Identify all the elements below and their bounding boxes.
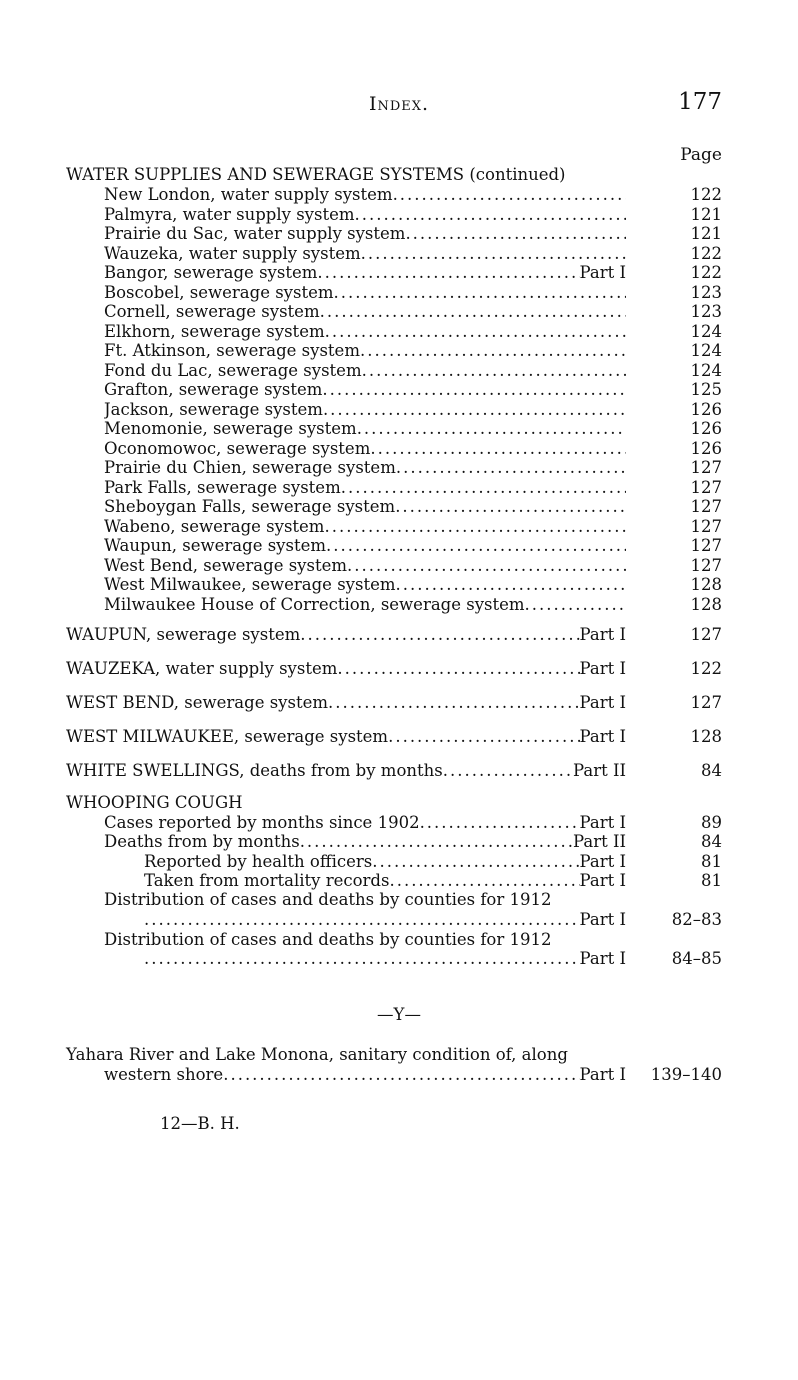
water-supplies-entry-row — [104, 595, 626, 615]
water-supplies-entry-page: 124 — [690, 341, 722, 360]
water-supplies-entry-page: 123 — [690, 302, 722, 321]
water-supplies-entry — [104, 458, 626, 478]
index-entry-row — [66, 625, 626, 645]
index-entry — [66, 625, 626, 645]
water-supplies-entry-row — [104, 322, 626, 342]
water-supplies-entry-leader — [405, 224, 626, 244]
water-supplies-entry-page: 126 — [690, 399, 722, 419]
whooping-cough-reported-part: Part I — [579, 852, 626, 871]
index-entry-part: Part I — [579, 625, 626, 644]
water-supplies-entry — [104, 517, 626, 537]
index-entry-leader — [337, 659, 579, 679]
water-supplies-entry-text: West Milwaukee, sewerage system — [104, 575, 396, 594]
whooping-cough-taken — [144, 871, 626, 891]
water-supplies-entry-row — [104, 263, 626, 283]
index-entry-page: 84 — [701, 761, 722, 780]
water-supplies-entry-text: Boscobel, sewerage system — [104, 282, 334, 302]
water-supplies-entry-leader — [341, 478, 626, 498]
water-supplies-entry-leader — [323, 400, 626, 420]
yahara-entry-line-2 — [104, 1065, 626, 1085]
water-supplies-entry — [104, 439, 626, 459]
water-supplies-entry — [104, 595, 626, 615]
water-supplies-entry — [104, 283, 626, 303]
water-supplies-entry-text: New London, water supply system — [104, 185, 393, 204]
index-entry-part: Part I — [579, 659, 626, 678]
water-supplies-entry-text: Oconomowoc, sewerage system — [104, 438, 371, 458]
water-supplies-entry-part: Part I — [579, 263, 626, 282]
water-supplies-entry-row — [104, 478, 626, 498]
water-supplies-entry-page: 126 — [690, 419, 722, 438]
index-entry-row — [66, 693, 626, 713]
water-supplies-entry-text: Fond du Lac, sewerage system — [104, 360, 362, 380]
water-supplies-entry-leader — [334, 283, 626, 303]
water-supplies-entry-page: 121 — [690, 204, 722, 224]
water-supplies-entry-page: 122 — [690, 263, 722, 282]
whooping-cough-distribution-1-page: 82–83 — [671, 910, 722, 929]
whooping-cough-reported-row — [144, 852, 626, 872]
index-entry-part: Part I — [579, 693, 626, 712]
water-supplies-entry — [104, 497, 626, 517]
whooping-cough-reported — [144, 852, 626, 872]
water-supplies-entry-text: Cornell, sewerage system — [104, 302, 320, 321]
water-supplies-entry-page: 124 — [690, 321, 722, 341]
water-supplies-entry-row — [104, 205, 626, 225]
index-entry-leader — [388, 727, 579, 747]
water-supplies-entry-row — [104, 536, 626, 556]
whooping-cough-cases-page: 89 — [701, 813, 722, 832]
water-supplies-entry-leader — [393, 185, 626, 205]
water-supplies-entry-text: Wabeno, sewerage system — [104, 516, 325, 536]
water-supplies-entry-row — [104, 302, 626, 322]
water-supplies-entry-page: 122 — [690, 243, 722, 263]
yahara-entry-line-2-page: 139–140 — [650, 1065, 722, 1084]
running-header-title: Index. — [368, 93, 430, 115]
water-supplies-entry — [104, 244, 626, 264]
index-entry-leader — [328, 693, 580, 713]
whooping-cough-distribution-1-text: Distribution of cases and deaths by counties for 1912 — [104, 890, 552, 909]
whooping-cough-taken-part: Part I — [579, 871, 626, 890]
whooping-cough-cases-leader — [420, 813, 580, 833]
whooping-cough-distribution-2-text: Distribution of cases and deaths by counties for 1912 — [104, 930, 552, 949]
water-supplies-entry-text: West Bend, sewerage system — [104, 555, 348, 575]
water-supplies-heading: WATER SUPPLIES AND SEWERAGE SYSTEMS (continued) — [66, 165, 566, 184]
water-supplies-entry-text: Waupun, sewerage system — [104, 536, 327, 555]
water-supplies-entry-row — [104, 419, 626, 439]
index-entry-text: WAUPUN, sewerage system — [66, 625, 301, 644]
whooping-cough-cases — [104, 813, 626, 833]
water-supplies-entry-row — [104, 361, 626, 381]
water-supplies-entry — [104, 575, 626, 595]
index-entry-leader — [300, 625, 579, 645]
water-supplies-entry-page: 128 — [690, 575, 722, 594]
water-supplies-entry — [104, 224, 626, 244]
water-supplies-entry-page: 127 — [690, 555, 722, 575]
water-supplies-entry-page: 127 — [690, 497, 722, 516]
water-supplies-entry-row — [104, 458, 626, 478]
water-supplies-entry-text: Elkhorn, sewerage system — [104, 321, 325, 341]
water-supplies-entry-row — [104, 556, 626, 576]
whooping-cough-distribution-1 — [144, 910, 626, 930]
index-entry-text: WEST BEND, sewerage system — [66, 693, 329, 712]
whooping-cough-deaths-text: Deaths from by months — [104, 832, 300, 851]
water-supplies-entry-row — [104, 439, 626, 459]
whooping-cough-deaths — [104, 832, 626, 852]
whooping-cough-taken-text: Taken from mortality records — [144, 871, 390, 890]
whooping-cough-distribution-1-leader — [144, 910, 580, 930]
yahara-entry-line-1: Yahara River and Lake Monona, sanitary condition of, along — [66, 1045, 568, 1064]
whooping-cough-cases-row — [104, 813, 626, 833]
water-supplies-entry — [104, 322, 626, 342]
water-supplies-entry-page: 126 — [690, 438, 722, 458]
water-supplies-entry-text: Ft. Atkinson, sewerage system — [104, 341, 360, 360]
index-entry-row — [66, 659, 626, 679]
water-supplies-entry-page: 121 — [690, 224, 722, 243]
water-supplies-entry-text: Menomonie, sewerage system — [104, 419, 357, 438]
index-entry-page: 127 — [690, 625, 722, 644]
water-supplies-entry-page: 127 — [690, 458, 722, 477]
whooping-cough-distribution-1-part: Part I — [579, 910, 626, 929]
water-supplies-entry-page: 124 — [690, 360, 722, 380]
running-header-page-number: 177 — [678, 89, 722, 115]
water-supplies-entry — [104, 380, 626, 400]
water-supplies-entry-page: 127 — [690, 516, 722, 536]
water-supplies-entry-leader — [370, 439, 626, 459]
whooping-cough-taken-page: 81 — [701, 871, 722, 890]
whooping-cough-heading: WHOOPING COUGH — [66, 793, 243, 812]
index-entry-page: 122 — [690, 659, 722, 678]
water-supplies-entry-text: Milwaukee House of Correction, sewerage system — [104, 594, 525, 614]
y-section-marker: —Y— — [377, 1005, 421, 1024]
water-supplies-entry — [104, 478, 626, 498]
water-supplies-entry-page: 122 — [690, 185, 722, 204]
water-supplies-entry — [104, 302, 626, 322]
water-supplies-entry-leader — [322, 380, 626, 400]
yahara-entry-line-2-leader — [223, 1065, 579, 1085]
water-supplies-entry-text: Jackson, sewerage system — [104, 399, 323, 419]
page-column-label: Page — [680, 145, 722, 165]
whooping-cough-cases-text: Cases reported by months since 1902 — [104, 813, 420, 832]
whooping-cough-distribution-2-leader — [144, 949, 580, 969]
whooping-cough-distribution-2-part: Part I — [579, 949, 626, 968]
index-entry-page: 128 — [690, 727, 722, 746]
water-supplies-entry — [104, 361, 626, 381]
water-supplies-entry-page: 123 — [690, 282, 722, 302]
whooping-cough-deaths-page: 84 — [701, 832, 722, 851]
water-supplies-entry — [104, 556, 626, 576]
water-supplies-entry-text: Sheboygan Falls, sewerage system — [104, 497, 396, 516]
yahara-entry-line-2-part: Part I — [579, 1065, 626, 1084]
water-supplies-entry-text: Park Falls, sewerage system — [104, 477, 341, 497]
water-supplies-entry-leader — [347, 556, 626, 576]
index-entry — [66, 693, 626, 713]
water-supplies-entry-text: Palmyra, water supply system — [104, 204, 355, 224]
water-supplies-entry — [104, 400, 626, 420]
index-entry-row — [66, 727, 626, 747]
water-supplies-entry-leader — [525, 595, 626, 615]
water-supplies-entry-text: Wauzeka, water supply system — [104, 243, 361, 263]
whooping-cough-taken-leader — [389, 871, 579, 891]
whooping-cough-distribution-2-page: 84–85 — [671, 949, 722, 968]
water-supplies-entry-row — [104, 185, 626, 205]
yahara-entry-line-2-row — [104, 1065, 626, 1085]
water-supplies-entry-row — [104, 244, 626, 264]
whooping-cough-deaths-part: Part II — [573, 832, 626, 851]
water-supplies-entry-leader — [320, 302, 626, 322]
index-entry-text: WEST MILWAUKEE, sewerage system — [66, 727, 389, 746]
footer-signature: 12—B. H. — [160, 1114, 240, 1133]
water-supplies-entry-page: 125 — [690, 380, 722, 399]
whooping-cough-reported-text: Reported by health officers — [144, 852, 373, 871]
whooping-cough-cases-part: Part I — [579, 813, 626, 832]
index-entry — [66, 727, 626, 747]
index-entry-row — [66, 761, 626, 781]
water-supplies-entry-row — [104, 380, 626, 400]
water-supplies-entry — [104, 419, 626, 439]
water-supplies-entry-text: Prairie du Sac, water supply system — [104, 224, 406, 243]
water-supplies-entry-row — [104, 575, 626, 595]
water-supplies-entry-leader — [396, 575, 627, 595]
water-supplies-entry — [104, 536, 626, 556]
water-supplies-entry-row — [104, 224, 626, 244]
water-supplies-entry-leader — [361, 244, 626, 264]
water-supplies-entry-leader — [324, 517, 626, 537]
index-entry — [66, 761, 626, 781]
water-supplies-entry-leader — [395, 497, 626, 517]
water-supplies-entry-leader — [317, 263, 579, 283]
index-entry-text: WAUZEKA, water supply system — [66, 659, 338, 678]
water-supplies-entry-leader — [325, 322, 626, 342]
whooping-cough-reported-leader — [372, 852, 579, 872]
whooping-cough-reported-page: 81 — [701, 852, 722, 871]
water-supplies-entry-page: 127 — [690, 477, 722, 497]
yahara-entry-line-2-text: western shore — [104, 1065, 224, 1084]
water-supplies-entry-leader — [357, 419, 626, 439]
water-supplies-entry-page: 128 — [690, 594, 722, 614]
water-supplies-entry-row — [104, 341, 626, 361]
water-supplies-entry-text: Prairie du Chien, sewerage system — [104, 458, 396, 477]
index-entry-page: 127 — [690, 693, 722, 712]
water-supplies-entry-leader — [360, 341, 626, 361]
water-supplies-entry-text: Bangor, sewerage system — [104, 263, 318, 282]
index-entry-text: WHITE SWELLINGS, deaths from by months — [66, 761, 443, 780]
index-entry-part: Part II — [573, 761, 626, 780]
index-entry-part: Part I — [579, 727, 626, 746]
whooping-cough-distribution-2 — [144, 949, 626, 969]
water-supplies-entry-leader — [362, 361, 626, 381]
water-supplies-entry — [104, 205, 626, 225]
water-supplies-entry-leader — [326, 536, 626, 556]
water-supplies-entry-leader — [355, 205, 626, 225]
water-supplies-entry — [104, 185, 626, 205]
whooping-cough-taken-row — [144, 871, 626, 891]
water-supplies-entry — [104, 341, 626, 361]
whooping-cough-distribution-1-row — [144, 910, 626, 930]
water-supplies-entry-row — [104, 517, 626, 537]
index-entry-leader — [443, 761, 573, 781]
water-supplies-entry-leader — [396, 458, 626, 478]
water-supplies-entry — [104, 263, 626, 283]
water-supplies-entry-text: Grafton, sewerage system — [104, 380, 323, 399]
water-supplies-entry-page: 127 — [690, 536, 722, 555]
water-supplies-entry-row — [104, 497, 626, 517]
water-supplies-entry-row — [104, 283, 626, 303]
index-entry — [66, 659, 626, 679]
whooping-cough-distribution-2-row — [144, 949, 626, 969]
water-supplies-entry-row — [104, 400, 626, 420]
whooping-cough-deaths-leader — [300, 832, 573, 852]
whooping-cough-deaths-row — [104, 832, 626, 852]
